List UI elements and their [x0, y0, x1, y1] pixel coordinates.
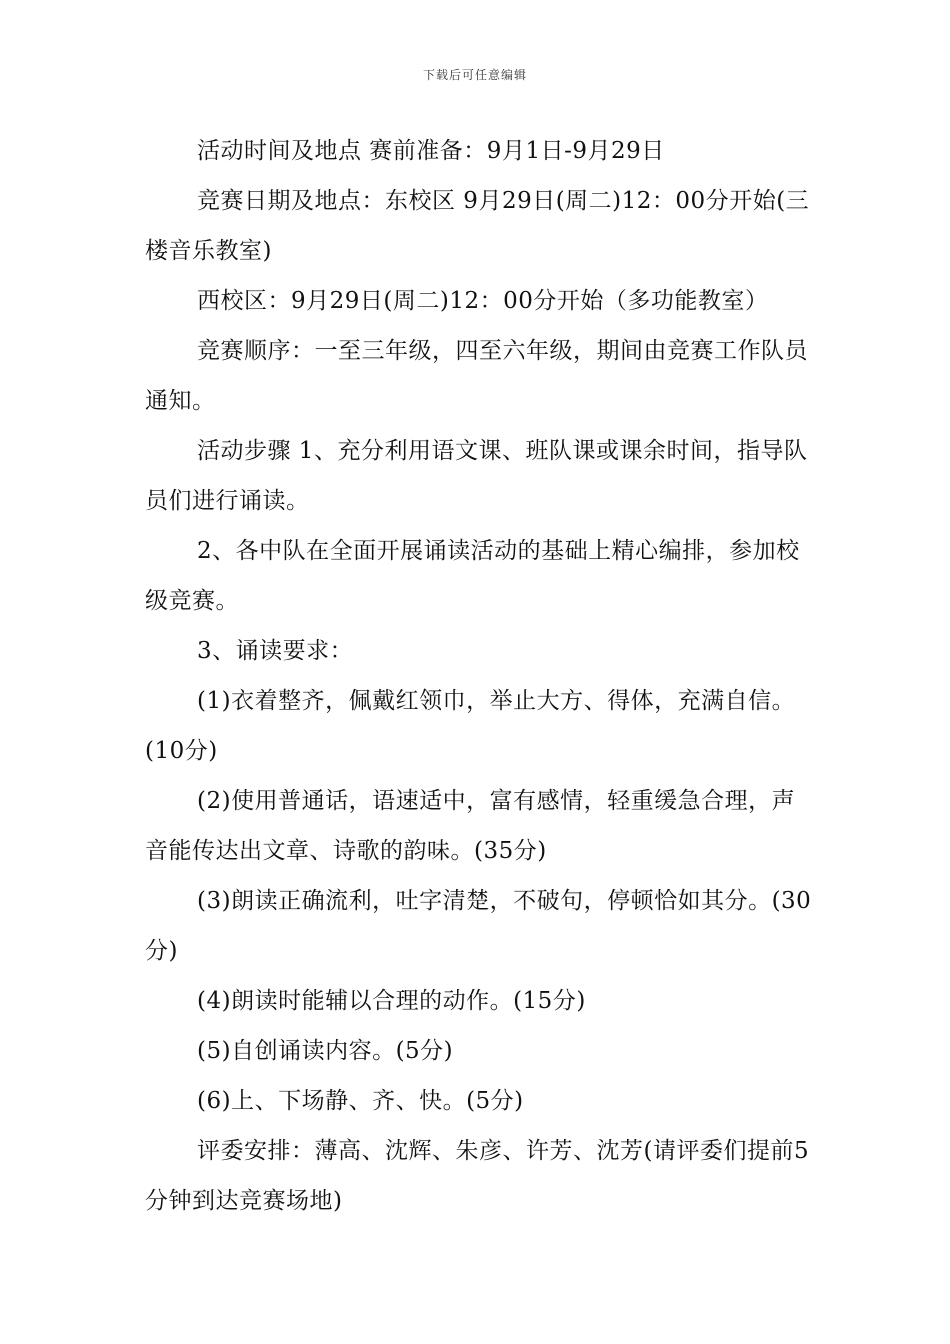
paragraph-activity-step-2: 2、各中队在全面开展诵读活动的基础上精心编排，参加校级竞赛。: [145, 538, 800, 614]
paragraph-activity-step-3: 3、诵读要求：: [197, 638, 354, 664]
paragraph-requirement-2: (2)使用普通话，语速适中，富有感情，轻重缓急合理，声音能传达出文章、诗歌的韵味。(35分): [145, 788, 796, 864]
paragraph-judges: 评委安排：薄高、沈辉、朱彦、许芳、沈芳(请评委们提前5分钟到达竞赛场地): [145, 1138, 810, 1214]
paragraph-competition-order: 竞赛顺序：一至三年级，四至六年级，期间由竞赛工作队员通知。: [145, 338, 808, 414]
paragraph-activity-time: 活动时间及地点 赛前准备：9月1日-9月29日: [197, 138, 665, 164]
paragraph-requirement-1: (1)衣着整齐，佩戴红领巾，举止大方、得体，充满自信。(10分): [145, 688, 796, 764]
page-header: 下载后可任意编辑: [422, 68, 527, 82]
paragraph-requirement-6: (6)上、下场静、齐、快。(5分): [197, 1088, 524, 1114]
paragraph-requirement-5: (5)自创诵读内容。(5分): [197, 1038, 454, 1064]
paragraph-activity-step-1: 活动步骤 1、充分利用语文课、班队课或课余时间，指导队员们进行诵读。: [145, 438, 808, 514]
paragraph-competition-date-west: 西校区：9月29日(周二)12：00分开始（多功能教室）: [197, 288, 769, 314]
paragraph-competition-date-east: 竞赛日期及地点：东校区 9月29日(周二)12：00分开始(三楼音乐教室): [145, 188, 810, 264]
document-body: [145, 126, 817, 1226]
paragraph-requirement-3: (3)朗读正确流利，吐字清楚，不破句，停顿恰如其分。(30分): [145, 888, 812, 964]
paragraph-requirement-4: (4)朗读时能辅以合理的动作。(15分): [197, 988, 586, 1014]
